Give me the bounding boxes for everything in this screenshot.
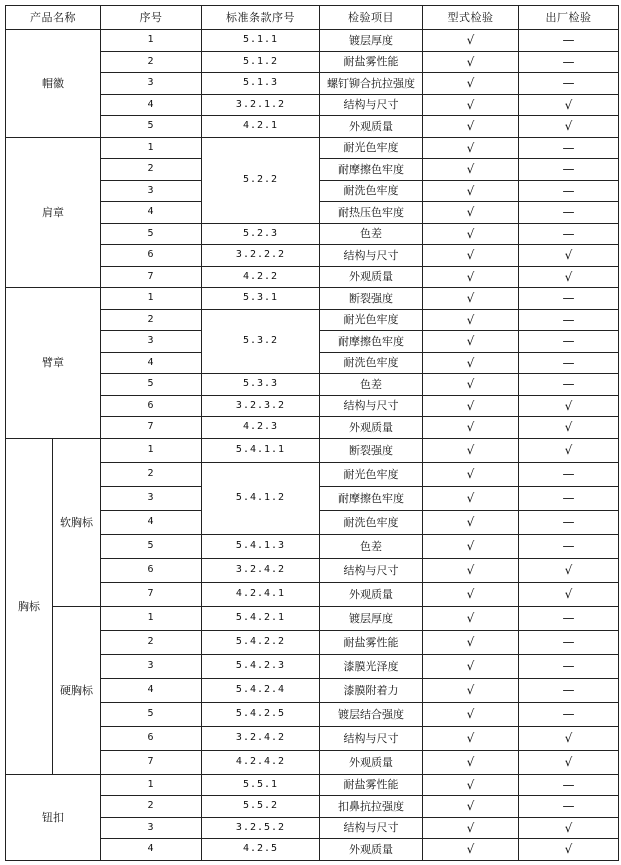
type-test-mark: √ [423, 73, 519, 95]
inspection-item-cell: 耐盐雾性能 [320, 630, 423, 654]
clause-cell: 3.2.4.2 [202, 726, 320, 750]
type-test-mark: √ [423, 223, 519, 245]
inspection-item-cell: 镀层结合强度 [320, 702, 423, 726]
type-test-mark: √ [423, 796, 519, 818]
factory-test-mark: — [519, 51, 619, 73]
seq-no-cell: 7 [101, 417, 202, 439]
seq-no-cell: 6 [101, 245, 202, 267]
type-test-mark: √ [423, 395, 519, 417]
seq-no-cell: 2 [101, 51, 202, 73]
seq-no-cell: 4 [101, 352, 202, 374]
inspection-item-cell: 耐洗色牢度 [320, 352, 423, 374]
table-row [6, 606, 619, 630]
inspection-item-cell: 镀层厚度 [320, 606, 423, 630]
factory-test-mark: √ [519, 116, 619, 138]
factory-test-mark: — [519, 374, 619, 396]
product-name-cell: 钮扣 [6, 774, 101, 860]
clause-cell: 5.5.1 [202, 774, 320, 796]
clause-cell: 5.4.1.2 [202, 462, 320, 534]
seq-no-cell: 3 [101, 331, 202, 353]
seq-no-cell: 6 [101, 395, 202, 417]
type-test-mark: √ [423, 462, 519, 486]
seq-no-cell: 1 [101, 288, 202, 310]
type-test-mark: √ [423, 558, 519, 582]
clause-cell: 4.2.2 [202, 266, 320, 288]
seq-no-cell: 1 [101, 438, 202, 462]
type-test-mark: √ [423, 582, 519, 606]
factory-test-mark: √ [519, 245, 619, 267]
inspection-item-cell: 结构与尺寸 [320, 245, 423, 267]
inspection-item-cell: 耐洗色牢度 [320, 510, 423, 534]
factory-test-mark: √ [519, 558, 619, 582]
factory-test-mark: — [519, 331, 619, 353]
clause-cell: 4.2.4.1 [202, 582, 320, 606]
type-test-mark: √ [423, 331, 519, 353]
clause-cell: 5.4.2.3 [202, 654, 320, 678]
inspection-item-cell: 耐盐雾性能 [320, 774, 423, 796]
type-test-mark: √ [423, 702, 519, 726]
inspection-item-cell: 外观质量 [320, 417, 423, 439]
type-test-mark: √ [423, 180, 519, 202]
header-type-test: 型式检验 [423, 6, 519, 30]
factory-test-mark: √ [519, 817, 619, 839]
seq-no-cell: 5 [101, 223, 202, 245]
inspection-item-cell: 螺钉铆合抗拉强度 [320, 73, 423, 95]
clause-cell: 5.2.2 [202, 137, 320, 223]
clause-cell: 5.2.3 [202, 223, 320, 245]
type-test-mark: √ [423, 288, 519, 310]
inspection-item-cell: 镀层厚度 [320, 30, 423, 52]
type-test-mark: √ [423, 654, 519, 678]
table-row [6, 137, 619, 159]
factory-test-mark: √ [519, 839, 619, 861]
seq-no-cell: 1 [101, 137, 202, 159]
type-test-mark: √ [423, 606, 519, 630]
factory-test-mark: — [519, 534, 619, 558]
factory-test-mark: √ [519, 94, 619, 116]
header-clause-no: 标准条款序号 [202, 6, 320, 30]
table-row [6, 288, 619, 310]
seq-no-cell: 5 [101, 702, 202, 726]
clause-cell: 5.3.3 [202, 374, 320, 396]
table-header-row [6, 6, 619, 30]
seq-no-cell: 7 [101, 582, 202, 606]
clause-cell: 4.2.3 [202, 417, 320, 439]
inspection-item-cell: 结构与尺寸 [320, 726, 423, 750]
seq-no-cell: 4 [101, 678, 202, 702]
seq-no-cell: 2 [101, 309, 202, 331]
clause-cell: 4.2.1 [202, 116, 320, 138]
type-test-mark: √ [423, 159, 519, 181]
type-test-mark: √ [423, 352, 519, 374]
type-test-mark: √ [423, 817, 519, 839]
inspection-item-cell: 断裂强度 [320, 288, 423, 310]
product-name-cell: 肩章 [6, 137, 101, 288]
clause-cell: 5.4.2.5 [202, 702, 320, 726]
factory-test-mark: — [519, 159, 619, 181]
seq-no-cell: 1 [101, 30, 202, 52]
product-name-cell: 帽徽 [6, 30, 101, 138]
clause-cell: 4.2.4.2 [202, 750, 320, 774]
inspection-item-cell: 外观质量 [320, 750, 423, 774]
factory-test-mark: — [519, 654, 619, 678]
type-test-mark: √ [423, 438, 519, 462]
clause-cell: 3.2.5.2 [202, 817, 320, 839]
type-test-mark: √ [423, 750, 519, 774]
clause-cell: 4.2.5 [202, 839, 320, 861]
inspection-table [5, 5, 619, 861]
seq-no-cell: 3 [101, 654, 202, 678]
inspection-item-cell: 色差 [320, 374, 423, 396]
clause-cell: 5.4.2.2 [202, 630, 320, 654]
factory-test-mark: — [519, 202, 619, 224]
factory-test-mark: √ [519, 726, 619, 750]
seq-no-cell: 5 [101, 534, 202, 558]
inspection-item-cell: 结构与尺寸 [320, 94, 423, 116]
seq-no-cell: 4 [101, 94, 202, 116]
factory-test-mark: √ [519, 266, 619, 288]
clause-cell: 3.2.3.2 [202, 395, 320, 417]
clause-cell: 5.1.1 [202, 30, 320, 52]
type-test-mark: √ [423, 726, 519, 750]
type-test-mark: √ [423, 137, 519, 159]
factory-test-mark: — [519, 486, 619, 510]
sub-product-name-cell: 硬胸标 [53, 606, 101, 774]
inspection-item-cell: 色差 [320, 534, 423, 558]
seq-no-cell: 2 [101, 630, 202, 654]
clause-cell: 5.4.1.1 [202, 438, 320, 462]
inspection-item-cell: 耐摩擦色牢度 [320, 331, 423, 353]
clause-cell: 5.1.2 [202, 51, 320, 73]
factory-test-mark: — [519, 309, 619, 331]
product-name-cell: 胸标 [6, 438, 53, 774]
header-factory-test: 出厂检验 [519, 6, 619, 30]
clause-cell: 5.1.3 [202, 73, 320, 95]
factory-test-mark: — [519, 223, 619, 245]
clause-cell: 3.2.2.2 [202, 245, 320, 267]
inspection-item-cell: 外观质量 [320, 839, 423, 861]
factory-test-mark: — [519, 678, 619, 702]
factory-test-mark: — [519, 462, 619, 486]
inspection-item-cell: 漆膜附着力 [320, 678, 423, 702]
type-test-mark: √ [423, 774, 519, 796]
factory-test-mark: — [519, 137, 619, 159]
table-row [6, 30, 619, 52]
type-test-mark: √ [423, 534, 519, 558]
seq-no-cell: 1 [101, 606, 202, 630]
type-test-mark: √ [423, 678, 519, 702]
inspection-item-cell: 耐洗色牢度 [320, 180, 423, 202]
inspection-item-cell: 外观质量 [320, 116, 423, 138]
type-test-mark: √ [423, 94, 519, 116]
table-body [6, 30, 619, 861]
seq-no-cell: 7 [101, 750, 202, 774]
seq-no-cell: 3 [101, 180, 202, 202]
seq-no-cell: 1 [101, 774, 202, 796]
inspection-item-cell: 耐热压色牢度 [320, 202, 423, 224]
type-test-mark: √ [423, 202, 519, 224]
inspection-item-cell: 结构与尺寸 [320, 558, 423, 582]
seq-no-cell: 2 [101, 159, 202, 181]
seq-no-cell: 2 [101, 462, 202, 486]
seq-no-cell: 4 [101, 510, 202, 534]
seq-no-cell: 2 [101, 796, 202, 818]
type-test-mark: √ [423, 417, 519, 439]
factory-test-mark: √ [519, 438, 619, 462]
factory-test-mark: — [519, 352, 619, 374]
type-test-mark: √ [423, 630, 519, 654]
seq-no-cell: 4 [101, 839, 202, 861]
clause-cell: 5.4.2.4 [202, 678, 320, 702]
clause-cell: 3.2.1.2 [202, 94, 320, 116]
factory-test-mark: — [519, 180, 619, 202]
sub-product-name-cell: 软胸标 [53, 438, 101, 606]
seq-no-cell: 3 [101, 817, 202, 839]
inspection-item-cell: 耐盐雾性能 [320, 51, 423, 73]
type-test-mark: √ [423, 374, 519, 396]
type-test-mark: √ [423, 30, 519, 52]
inspection-item-cell: 结构与尺寸 [320, 817, 423, 839]
type-test-mark: √ [423, 51, 519, 73]
type-test-mark: √ [423, 309, 519, 331]
type-test-mark: √ [423, 486, 519, 510]
type-test-mark: √ [423, 245, 519, 267]
seq-no-cell: 7 [101, 266, 202, 288]
clause-cell: 5.4.2.1 [202, 606, 320, 630]
header-seq-no: 序号 [101, 6, 202, 30]
type-test-mark: √ [423, 266, 519, 288]
factory-test-mark: √ [519, 582, 619, 606]
factory-test-mark: — [519, 30, 619, 52]
clause-cell: 5.3.2 [202, 309, 320, 374]
seq-no-cell: 6 [101, 726, 202, 750]
inspection-item-cell: 色差 [320, 223, 423, 245]
seq-no-cell: 6 [101, 558, 202, 582]
table-row [6, 438, 619, 462]
factory-test-mark: — [519, 702, 619, 726]
type-test-mark: √ [423, 839, 519, 861]
factory-test-mark: — [519, 73, 619, 95]
inspection-item-cell: 耐光色牢度 [320, 462, 423, 486]
factory-test-mark: — [519, 774, 619, 796]
inspection-item-cell: 耐摩擦色牢度 [320, 486, 423, 510]
inspection-item-cell: 耐摩擦色牢度 [320, 159, 423, 181]
inspection-item-cell: 耐光色牢度 [320, 137, 423, 159]
seq-no-cell: 5 [101, 374, 202, 396]
inspection-item-cell: 外观质量 [320, 266, 423, 288]
factory-test-mark: — [519, 510, 619, 534]
factory-test-mark: √ [519, 417, 619, 439]
factory-test-mark: — [519, 288, 619, 310]
type-test-mark: √ [423, 116, 519, 138]
product-name-cell: 臂章 [6, 288, 101, 439]
seq-no-cell: 3 [101, 73, 202, 95]
factory-test-mark: — [519, 796, 619, 818]
type-test-mark: √ [423, 510, 519, 534]
factory-test-mark: √ [519, 750, 619, 774]
inspection-item-cell: 结构与尺寸 [320, 395, 423, 417]
header-product-name: 产品名称 [6, 6, 101, 30]
factory-test-mark: — [519, 606, 619, 630]
seq-no-cell: 3 [101, 486, 202, 510]
seq-no-cell: 5 [101, 116, 202, 138]
inspection-item-cell: 漆膜光泽度 [320, 654, 423, 678]
factory-test-mark: — [519, 630, 619, 654]
factory-test-mark: √ [519, 395, 619, 417]
table-row [6, 774, 619, 796]
clause-cell: 3.2.4.2 [202, 558, 320, 582]
inspection-item-cell: 扣鼻抗拉强度 [320, 796, 423, 818]
inspection-item-cell: 外观质量 [320, 582, 423, 606]
header-inspection-item: 检验项目 [320, 6, 423, 30]
inspection-item-cell: 断裂强度 [320, 438, 423, 462]
clause-cell: 5.5.2 [202, 796, 320, 818]
clause-cell: 5.4.1.3 [202, 534, 320, 558]
seq-no-cell: 4 [101, 202, 202, 224]
clause-cell: 5.3.1 [202, 288, 320, 310]
inspection-item-cell: 耐光色牢度 [320, 309, 423, 331]
